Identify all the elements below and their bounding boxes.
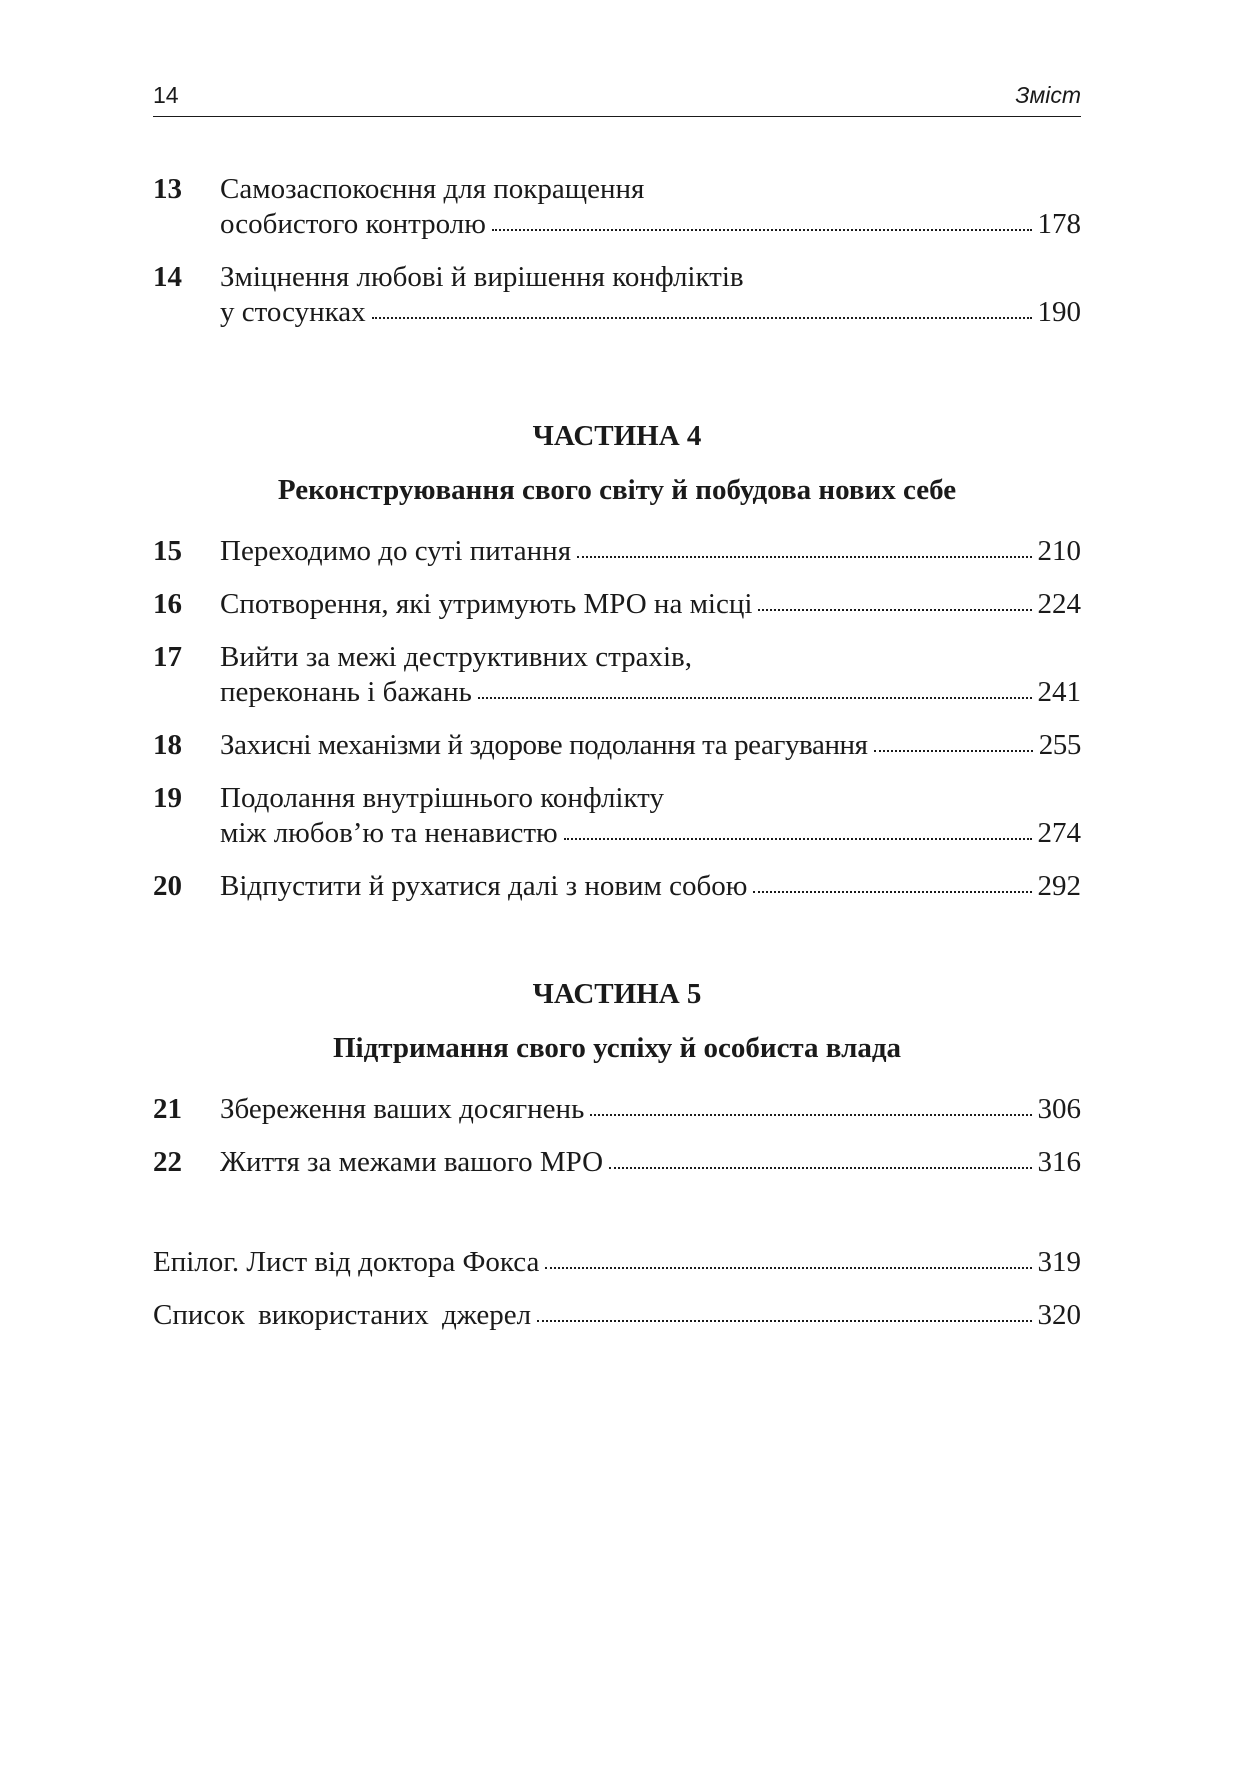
dot-leader [372,301,1032,321]
page-ref: 224 [1037,588,1081,620]
chapter-title-line1: Зміцнення любові й вирішення конфліктів [220,261,744,293]
chapter-title: Відпустити й рухатися далі з новим собою [220,870,748,902]
chapter-number: 13 [153,173,182,205]
toc-entry [153,781,1081,851]
chapter-number: 15 [153,535,182,567]
toc-group-chapters-13-14 [153,172,1081,348]
dot-leader [758,593,1031,613]
toc-entry [153,1245,1081,1280]
dot-leader [609,1151,1031,1171]
chapter-title-line2: особистого контролю [220,208,486,240]
chapter-title: Захисні механізми й здорове подолання та реагування [220,729,868,761]
back-matter-title: Список використаних джерел [153,1299,532,1331]
chapter-title: Спотворення, які утримують МРО на місці [220,588,753,620]
toc-entry [153,1092,1081,1127]
toc-entry [153,1145,1081,1180]
toc-back-matter [153,1245,1081,1351]
chapter-number: 18 [153,729,182,761]
chapter-number: 22 [153,1146,182,1178]
part-heading-4 [153,418,1081,508]
chapter-title: Збереження ваших досягнень [220,1093,585,1125]
back-matter-title: Епілог. Лист від доктора Фокса [153,1246,540,1278]
chapter-number: 17 [153,641,182,673]
chapter-number: 20 [153,870,182,902]
dot-leader [537,1304,1031,1324]
chapter-title-line2: між любов’ю та ненавистю [220,817,558,849]
page-ref: 306 [1037,1093,1081,1125]
dot-leader [545,1251,1031,1271]
dot-leader [492,213,1032,233]
part-heading-5 [153,976,1081,1066]
toc-group-part-5 [153,1092,1081,1198]
toc-entry [153,534,1081,569]
toc-entry [153,172,1081,242]
dot-leader [874,734,1033,754]
page-ref: 190 [1037,296,1081,328]
toc-group-part-4 [153,534,1081,922]
chapter-title-line2: переконань і бажань [220,676,472,708]
page-ref: 178 [1037,208,1081,240]
part-title: Реконструювання свого світу й побудова нових себе [277,474,957,506]
chapter-title: Життя за межами вашого МРО [220,1146,604,1178]
toc-entry [153,869,1081,904]
dot-leader [577,540,1031,560]
page-ref: 316 [1037,1146,1081,1178]
dot-leader [478,681,1032,701]
dot-leader [564,822,1032,842]
page-ref: 241 [1037,676,1081,708]
chapter-number: 16 [153,588,182,620]
page-ref: 255 [1038,729,1081,761]
chapter-number: 21 [153,1093,182,1125]
toc-entry [153,260,1081,330]
dot-leader [753,875,1031,895]
toc-entry [153,640,1081,710]
chapter-number: 14 [153,261,182,293]
part-title: Підтримання свого успіху й особиста влада [332,1032,902,1064]
toc-entry [153,1298,1081,1333]
dot-leader [590,1098,1031,1118]
chapter-title-line1: Самозаспокоєння для покращення [220,173,645,205]
part-label: ЧАСТИНА 4 [532,420,702,452]
running-header [153,80,1081,117]
toc-entry [153,728,1081,763]
chapter-title: Переходимо до суті питання [220,535,572,567]
page-ref: 210 [1037,535,1081,567]
running-title: Зміст [1015,82,1081,108]
chapter-title-line2: у стосунках [220,296,366,328]
chapter-title-line1: Подолання внутрішнього конфлікту [220,782,664,814]
chapter-title-line1: Вийти за межі деструктивних страхів, [220,641,692,673]
page-ref: 320 [1037,1299,1081,1331]
page-ref: 319 [1037,1246,1081,1278]
page-number: 14 [153,82,179,108]
part-label: ЧАСТИНА 5 [532,978,702,1010]
chapter-number: 19 [153,782,182,814]
page-ref: 274 [1037,817,1081,849]
toc-entry [153,587,1081,622]
page-ref: 292 [1037,870,1081,902]
